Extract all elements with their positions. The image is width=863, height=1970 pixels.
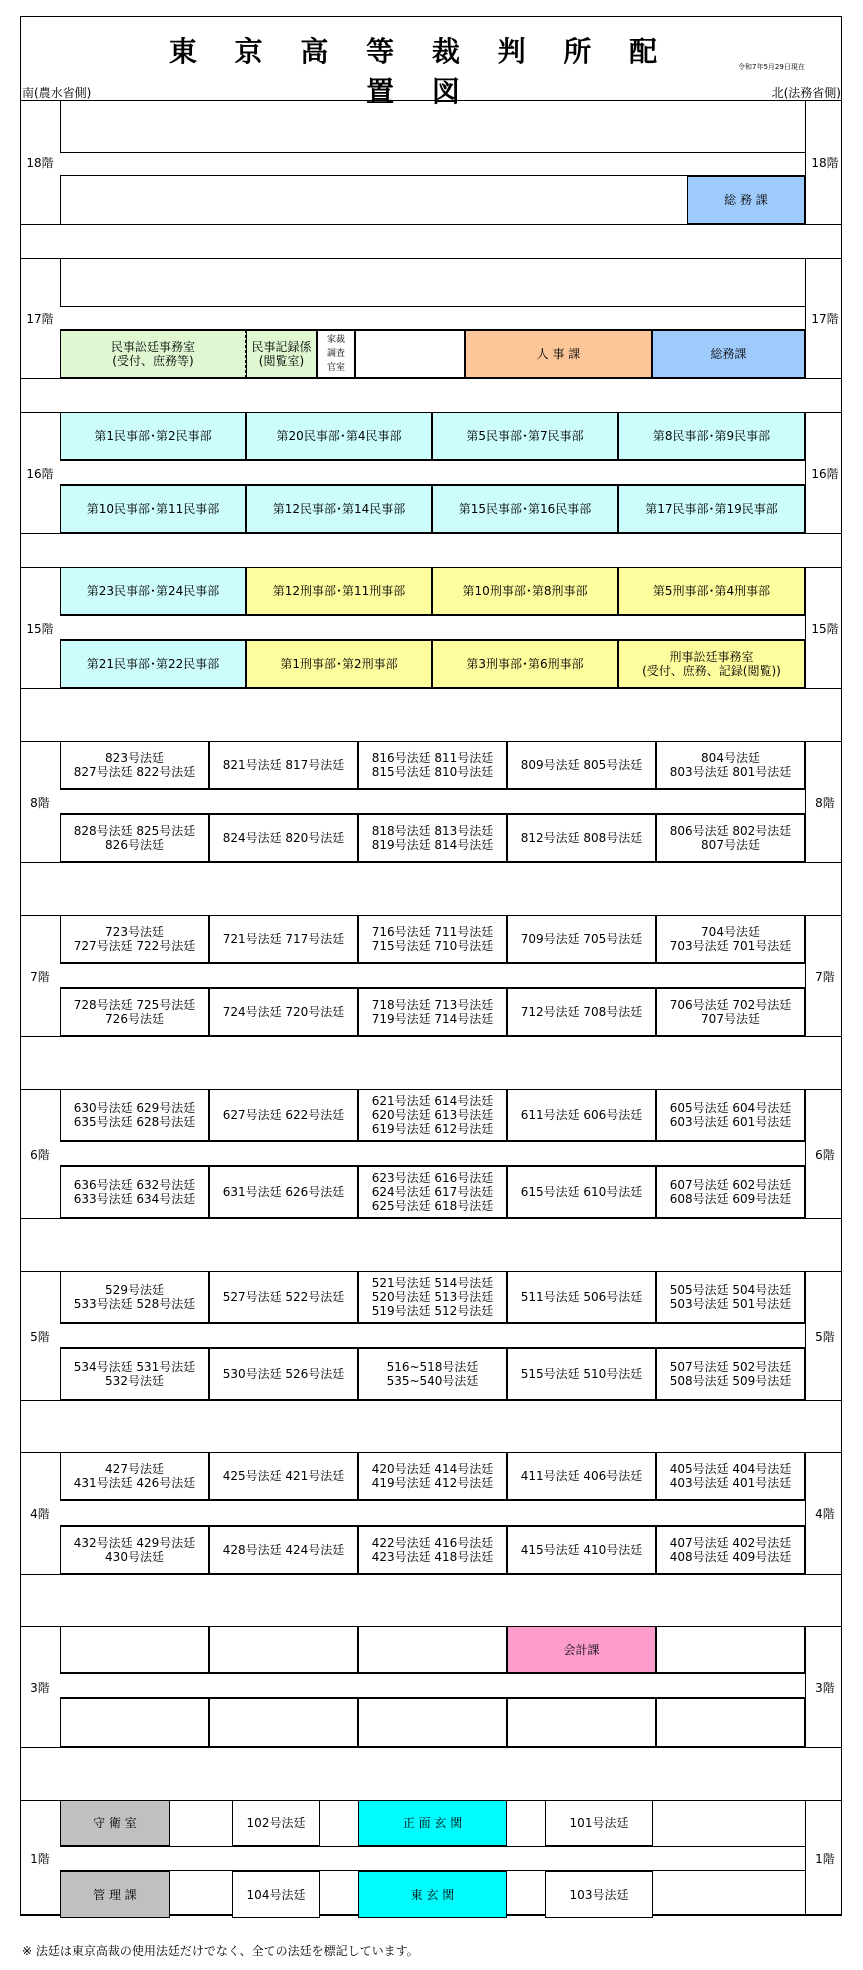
floor-3-courtroom: 会計課	[507, 1626, 656, 1673]
floor-17-room: 家裁 調査 官室	[317, 330, 355, 378]
floor-16-room: 第8民事部･第9民事部	[618, 412, 805, 460]
floor-3-label-left: 3階	[30, 1681, 50, 1695]
floor-4-courtroom: 427号法廷 431号法廷 426号法廷	[60, 1452, 209, 1500]
floor-16-bottom-line	[20, 533, 842, 534]
floor-5-label-right: 5階	[815, 1330, 835, 1344]
floor-17-room: 人 事 課	[465, 330, 652, 378]
floor-16-label-right: 16階	[811, 467, 839, 481]
floor-5-courtroom: 505号法廷 504号法廷 503号法廷 501号法廷	[656, 1271, 805, 1323]
floor-15-room: 第23民事部･第24民事部	[60, 567, 246, 615]
floor-18-corridor	[60, 152, 805, 176]
floor-16-room: 第1民事部･第2民事部	[60, 412, 246, 460]
floor-4-label-right: 4階	[815, 1507, 835, 1521]
floor-5-courtroom: 529号法廷 533号法廷 528号法廷	[60, 1271, 209, 1323]
floor-8-label-right: 8階	[815, 796, 835, 810]
floor-1-room: 101号法廷	[545, 1800, 653, 1846]
floor-5-courtroom: 530号法廷 526号法廷	[209, 1348, 358, 1400]
floor-17-corridor	[60, 306, 805, 330]
floor-16-room: 第10民事部･第11民事部	[60, 485, 246, 533]
floor-5-corridor	[60, 1323, 805, 1348]
floor-7-courtroom: 723号法廷 727号法廷 722号法廷	[60, 915, 209, 963]
floor-8-courtroom: 812号法廷 808号法廷	[507, 814, 656, 862]
floor-4-courtroom: 422号法廷 416号法廷 423号法廷 418号法廷	[358, 1526, 507, 1574]
floor-3-courtroom	[209, 1698, 358, 1747]
floor-6-courtroom: 623号法廷 616号法廷 624号法廷 617号法廷 625号法廷 618号法廷	[358, 1166, 507, 1218]
floor-17-top-line	[20, 258, 842, 259]
floor-6-bottom-line	[20, 1218, 842, 1219]
floor-6-courtroom: 605号法廷 604号法廷 603号法廷 601号法廷	[656, 1089, 805, 1141]
floor-4-courtroom: 407号法廷 402号法廷 408号法廷 409号法廷	[656, 1526, 805, 1574]
footnote: ※ 法廷は東京高裁の使用法廷だけでなく、全ての法廷を標記しています。	[22, 1944, 419, 1958]
floor-3-courtroom	[209, 1626, 358, 1673]
floor-3-courtroom	[358, 1626, 507, 1673]
floor-15-room: 第21民事部･第22民事部	[60, 640, 246, 688]
floor-1-room: 管 理 課	[60, 1871, 170, 1918]
south-side-label: 南(農水省側)	[22, 86, 92, 100]
floor-5-label-left: 5階	[30, 1330, 50, 1344]
floor-4-courtroom: 415号法廷 410号法廷	[507, 1526, 656, 1574]
room-general-affairs: 総 務 課	[687, 176, 805, 224]
floor-7-label-right: 7階	[815, 970, 835, 984]
floor-7-courtroom: 709号法廷 705号法廷	[507, 915, 656, 963]
floor-6-label-left: 6階	[30, 1148, 50, 1162]
floor-15-label-right: 15階	[811, 622, 839, 636]
floor-15-room: 第3刑事部･第6刑事部	[432, 640, 618, 688]
as-of-date: 令和7年5月29日現在	[738, 63, 805, 71]
floor-3-label-right: 3階	[815, 1681, 835, 1695]
floor-6-courtroom: 636号法廷 632号法廷 633号法廷 634号法廷	[60, 1166, 209, 1218]
floor-7-courtroom: 724号法廷 720号法廷	[209, 988, 358, 1036]
floor-17-room	[355, 330, 465, 378]
floor-1-corridor	[60, 1846, 805, 1871]
floor-8-courtroom: 823号法廷 827号法廷 822号法廷	[60, 741, 209, 789]
floor-8-courtroom: 806号法廷 802号法廷 807号法廷	[656, 814, 805, 862]
floor-1-room: 東 玄 関	[358, 1871, 507, 1918]
floor-6-label-right: 6階	[815, 1148, 835, 1162]
north-side-label: 北(法務省側)	[771, 86, 841, 100]
floor-5-courtroom: 511号法廷 506号法廷	[507, 1271, 656, 1323]
floor-17-label-right: 17階	[811, 312, 839, 326]
floor-4-courtroom: 411号法廷 406号法廷	[507, 1452, 656, 1500]
floor-8-courtroom: 821号法廷 817号法廷	[209, 741, 358, 789]
floor-4-courtroom: 428号法廷 424号法廷	[209, 1526, 358, 1574]
floor-7-courtroom: 706号法廷 702号法廷 707号法廷	[656, 988, 805, 1036]
floor-15-room: 第5刑事部･第4刑事部	[618, 567, 805, 615]
floor-8-courtroom: 828号法廷 825号法廷 826号法廷	[60, 814, 209, 862]
floor-16-room: 第17民事部･第19民事部	[618, 485, 805, 533]
floor-6-courtroom: 631号法廷 626号法廷	[209, 1166, 358, 1218]
floor-15-room: 第12刑事部･第11刑事部	[246, 567, 432, 615]
floor-4-bottom-line	[20, 1574, 842, 1575]
floor-17-label-left: 17階	[26, 312, 54, 326]
floor-15-corridor	[60, 615, 805, 640]
floor-3-courtroom	[656, 1626, 805, 1673]
floor-6-corridor	[60, 1141, 805, 1166]
floor-8-courtroom: 824号法廷 820号法廷	[209, 814, 358, 862]
floor-6-courtroom: 627号法廷 622号法廷	[209, 1089, 358, 1141]
floor-1-room: 守 衛 室	[60, 1800, 170, 1846]
floor-1-label-right: 1階	[815, 1852, 835, 1866]
floor-16-room: 第20民事部･第4民事部	[246, 412, 432, 460]
floor-7-courtroom: 721号法廷 717号法廷	[209, 915, 358, 963]
floor-1-room: 正 面 玄 関	[358, 1800, 507, 1846]
floor-4-corridor	[60, 1500, 805, 1526]
floor-7-bottom-line	[20, 1036, 842, 1037]
floor-6-courtroom: 615号法廷 610号法廷	[507, 1166, 656, 1218]
floor-3-courtroom	[507, 1698, 656, 1747]
floor-7-courtroom: 728号法廷 725号法廷 726号法廷	[60, 988, 209, 1036]
floor-16-room: 第12民事部･第14民事部	[246, 485, 432, 533]
page-title: 東 京 高 等 裁 判 所 配 置 図	[168, 35, 672, 108]
floor-5-courtroom: 534号法廷 531号法廷 532号法廷	[60, 1348, 209, 1400]
floor-18-top-line	[20, 100, 842, 101]
floor-3-courtroom	[358, 1698, 507, 1747]
floor-5-bottom-line	[20, 1400, 842, 1401]
floor-7-courtroom: 718号法廷 713号法廷 719号法廷 714号法廷	[358, 988, 507, 1036]
floor-6-courtroom: 611号法廷 606号法廷	[507, 1089, 656, 1141]
floor-4-courtroom: 425号法廷 421号法廷	[209, 1452, 358, 1500]
floor-1-label-left: 1階	[30, 1852, 50, 1866]
floor-17-room: 総務課	[652, 330, 805, 378]
floor-3-courtroom	[60, 1698, 209, 1747]
floor-8-corridor	[60, 789, 805, 814]
floor-8-courtroom: 809号法廷 805号法廷	[507, 741, 656, 789]
floor-6-courtroom: 621号法廷 614号法廷 620号法廷 613号法廷 619号法廷 612号法廷	[358, 1089, 507, 1141]
floor-15-label-left: 15階	[26, 622, 54, 636]
floor-16-room: 第5民事部･第7民事部	[432, 412, 618, 460]
floor-3-bottom-line	[20, 1747, 842, 1748]
floor-16-room: 第15民事部･第16民事部	[432, 485, 618, 533]
floor-5-courtroom: 507号法廷 502号法廷 508号法廷 509号法廷	[656, 1348, 805, 1400]
floor-15-room: 刑事訟廷事務室 (受付、庶務、記録(閲覧))	[618, 640, 805, 688]
floor-7-label-left: 7階	[30, 970, 50, 984]
floor-15-bottom-line	[20, 688, 842, 689]
floor-4-courtroom: 405号法廷 404号法廷 403号法廷 401号法廷	[656, 1452, 805, 1500]
floor-18-label-right: 18階	[811, 156, 839, 170]
floor-7-courtroom: 704号法廷 703号法廷 701号法廷	[656, 915, 805, 963]
floor-17-bottom-line	[20, 378, 842, 379]
floor-4-courtroom: 420号法廷 414号法廷 419号法廷 412号法廷	[358, 1452, 507, 1500]
floor-17-room: 民事訟廷事務室 (受付、庶務等)	[60, 330, 246, 378]
floor-4-courtroom: 432号法廷 429号法廷 430号法廷	[60, 1526, 209, 1574]
floor-5-courtroom: 521号法廷 514号法廷 520号法廷 513号法廷 519号法廷 512号法廷	[358, 1271, 507, 1323]
floor-6-courtroom: 607号法廷 602号法廷 608号法廷 609号法廷	[656, 1166, 805, 1218]
floor-16-corridor	[60, 460, 805, 485]
floor-5-courtroom: 515号法廷 510号法廷	[507, 1348, 656, 1400]
floor-8-bottom-line	[20, 862, 842, 863]
floor-18-bottom-line	[20, 224, 842, 225]
floor-8-courtroom: 816号法廷 811号法廷 815号法廷 810号法廷	[358, 741, 507, 789]
floor-3-courtroom	[656, 1698, 805, 1747]
floor-5-courtroom: 527号法廷 522号法廷	[209, 1271, 358, 1323]
floor-7-courtroom: 712号法廷 708号法廷	[507, 988, 656, 1036]
floor-1-room: 104号法廷	[232, 1871, 320, 1918]
floor-1-room: 102号法廷	[232, 1800, 320, 1846]
floor-3-corridor	[60, 1673, 805, 1698]
floor-1-room: 103号法廷	[545, 1871, 653, 1918]
floor-8-courtroom: 804号法廷 803号法廷 801号法廷	[656, 741, 805, 789]
floor-8-label-left: 8階	[30, 796, 50, 810]
floor-17-room: 民事記録係 (閲覧室)	[246, 330, 317, 378]
floor-15-room: 第1刑事部･第2刑事部	[246, 640, 432, 688]
floor-4-label-left: 4階	[30, 1507, 50, 1521]
floor-8-courtroom: 818号法廷 813号法廷 819号法廷 814号法廷	[358, 814, 507, 862]
floor-6-courtroom: 630号法廷 629号法廷 635号法廷 628号法廷	[60, 1089, 209, 1141]
floor-7-corridor	[60, 963, 805, 988]
floor-16-label-left: 16階	[26, 467, 54, 481]
floor-15-room: 第10刑事部･第8刑事部	[432, 567, 618, 615]
floor-5-courtroom: 516~518号法廷 535~540号法廷	[358, 1348, 507, 1400]
floor-3-courtroom	[60, 1626, 209, 1673]
floor-18-label-left: 18階	[26, 156, 54, 170]
floor-7-courtroom: 716号法廷 711号法廷 715号法廷 710号法廷	[358, 915, 507, 963]
